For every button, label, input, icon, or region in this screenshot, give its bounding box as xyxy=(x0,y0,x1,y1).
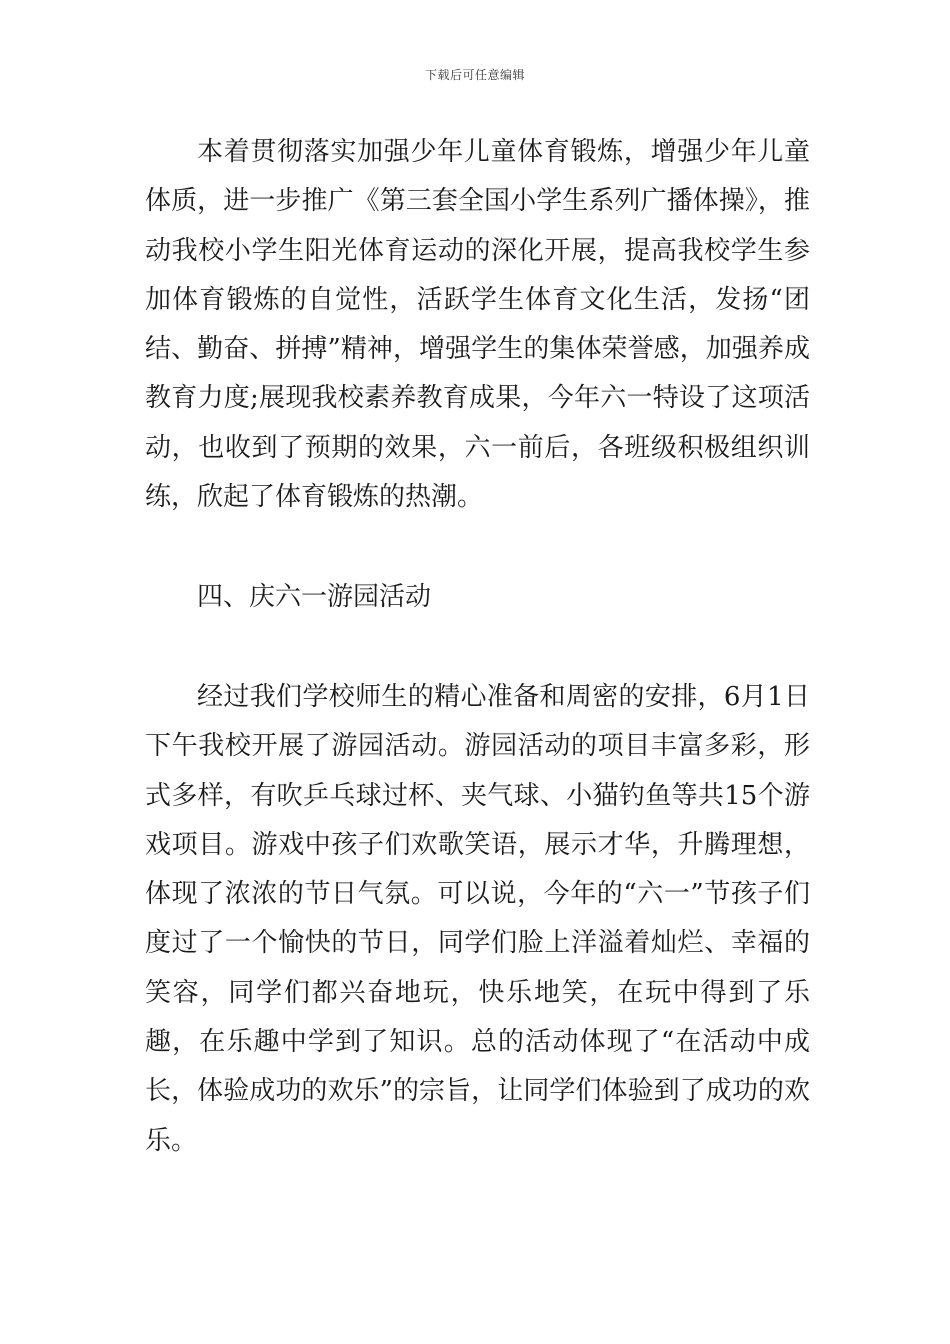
section-heading: 四、庆六一游园活动 xyxy=(197,582,432,612)
body-paragraph: 经过我们学校师生的精心准备和周密的安排，6月1日下午我校开展了游园活动。游园活动的项目丰富多彩，形式多样，有吹乒乓球过杯、夹气球、小猫钓鱼等共15个游戏项目。游戏中孩子们欢歌笑语，展示才华，升腾理想，体现了浓浓的节日气氛。可以说，今年的“六一”节孩子们度过了一个愉快的节日，同学们脸上洋溢着灿烂、幸福的笑容，同学们都兴奋地玩，快乐地笑，在玩中得到了乐趣，在乐趣中学到了知识。总的活动体现了“在活动中成长，体验成功的欢乐”的宗旨，让同学们体验到了成功的欢乐。 xyxy=(145,682,810,1156)
header-note: 下载后可任意编辑 xyxy=(424,68,525,82)
body-paragraph: 本着贯彻落实加强少年儿童体育锻炼，增强少年儿童体质，进一步推广《第三套全国小学生系列广播体操》，推动我校小学生阳光体育运动的深化开展，提高我校学生参加体育锻炼的自觉性，活跃学生体育文化生活，发扬“团结、勤奋、拼搏”精神，增强学生的集体荣誉感，加强养成教育力度;展现我校素养教育成果，今年六一特设了这项活动，也收到了预期的效果，六一前后，各班级积极组织训练，欣起了体育锻炼的热潮。 xyxy=(145,137,810,513)
